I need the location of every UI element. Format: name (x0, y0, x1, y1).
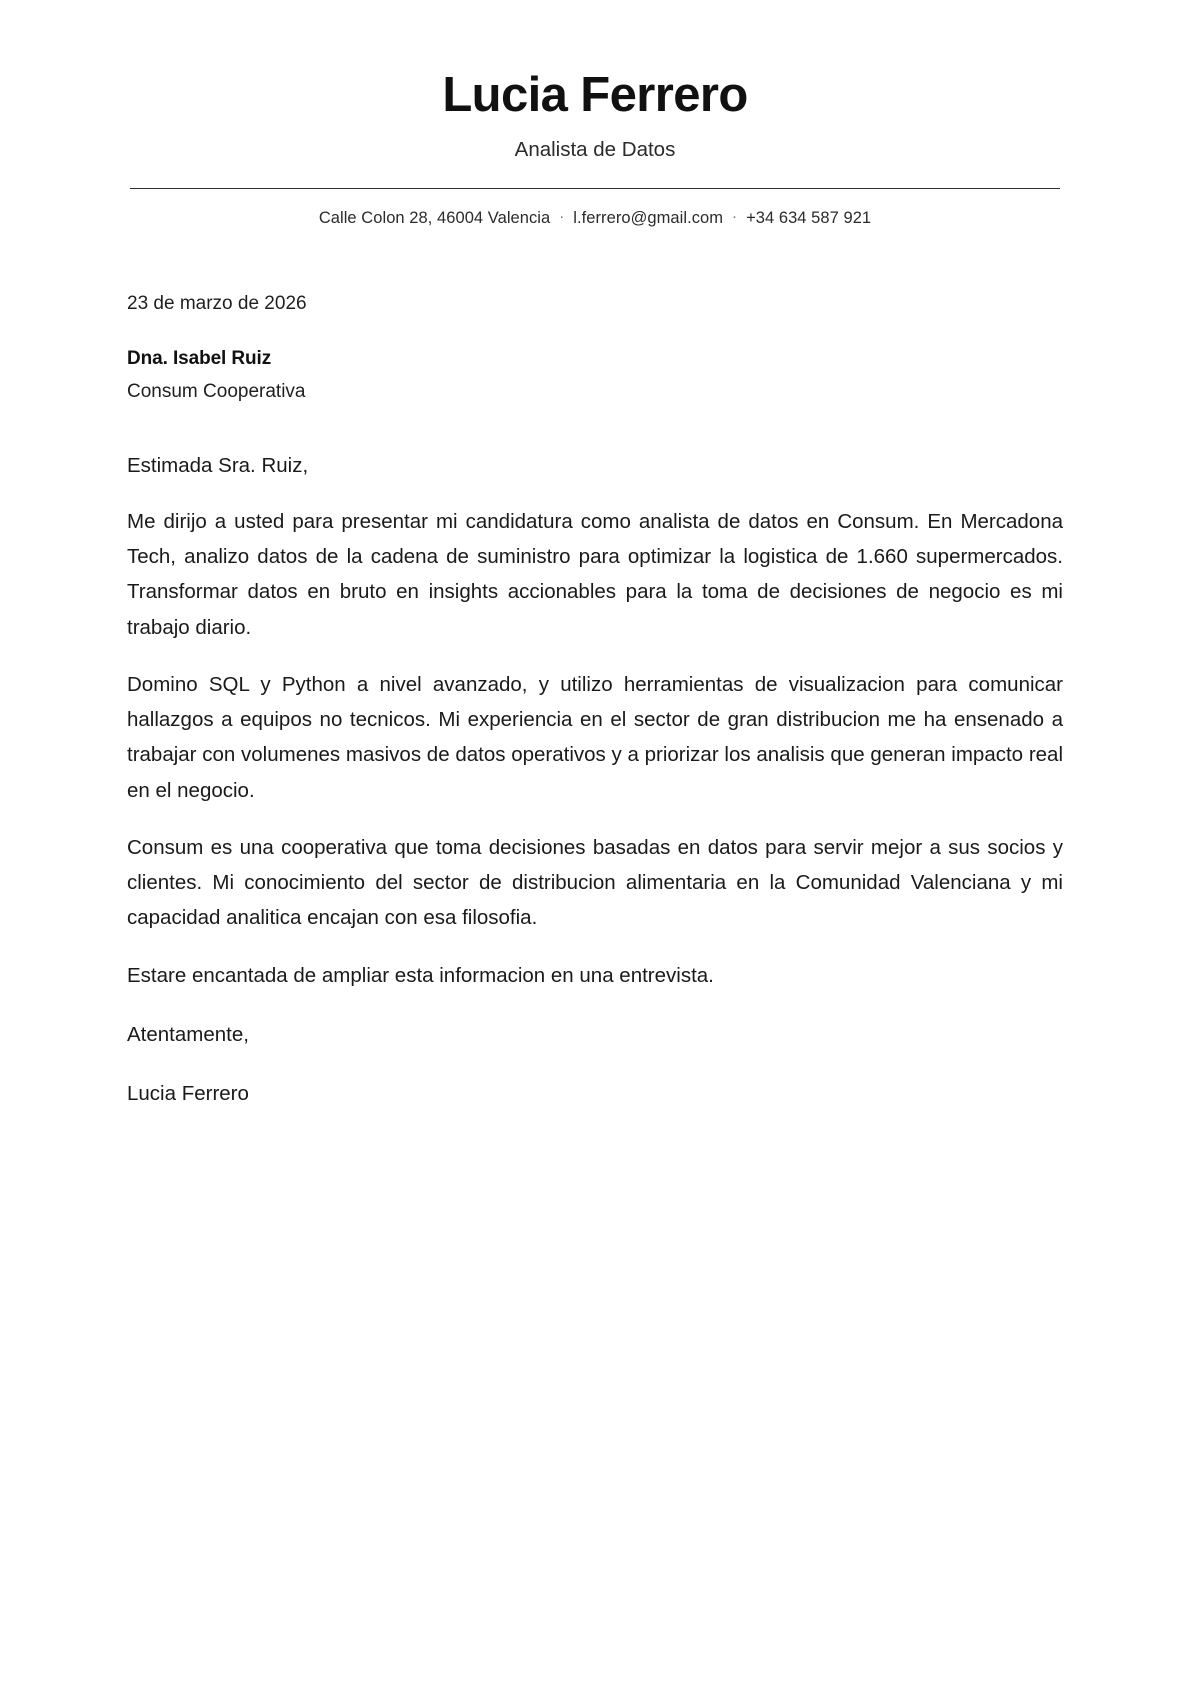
contact-address: Calle Colon 28, 46004 Valencia (318, 208, 551, 227)
closing-line: Atentamente, (127, 1022, 249, 1046)
body-paragraph: Me dirijo a usted para presentar mi candidatura como analista de datos en Consum. En Mercadona Tech, analizo datos de la cadena de suministro para optimizar la logistica de 1.660 supermercados. Transformar datos en bruto en insights accionables para la toma de decisiones de negocio es mi trabajo diario. (127, 509, 1063, 639)
header-divider (130, 188, 1060, 189)
recipient-name: Dna. Isabel Ruiz (127, 348, 272, 370)
letter-body (127, 230, 1063, 1111)
contact-phone[interactable]: +34 634 587 921 (746, 208, 872, 227)
body-paragraph: Consum es una cooperativa que toma decisiones basadas en datos para servir mejor a sus socios y clientes. Mi conocimiento del sector de distribucion alimentaria en la Comunidad Valenciana y mi capacidad analitica encajan con esa filosofia. (127, 835, 1063, 930)
job-title: Analista de Datos (514, 137, 676, 161)
signature-name: Lucia Ferrero (127, 1081, 249, 1105)
contact-line (0, 206, 1190, 230)
body-paragraph: Domino SQL y Python a nivel avanzado, y utilizo herramientas de visualizacion para comunicar hallazgos a equipos no tecnicos. Mi experiencia en el sector de gran distribucion me ha ensenado a trabajar con volumenes masivos de datos operativos y a priorizar los analisis que generan impacto real en el negocio. (127, 672, 1063, 802)
contact-separator-icon: · (732, 207, 738, 225)
contact-email[interactable]: l.ferrero@gmail.com (573, 208, 724, 227)
page-title: Lucia Ferrero (442, 68, 748, 122)
recipient-company: Consum Cooperativa (127, 380, 306, 402)
recipient-block (127, 345, 1063, 406)
salutation: Estimada Sra. Ruiz, (127, 454, 309, 478)
letter-header (0, 0, 1190, 230)
letter-date: 23 de marzo de 2026 (127, 292, 307, 314)
body-paragraph: Estare encantada de ampliar esta informacion en una entrevista. (127, 963, 714, 987)
contact-separator-icon: · (559, 207, 565, 225)
